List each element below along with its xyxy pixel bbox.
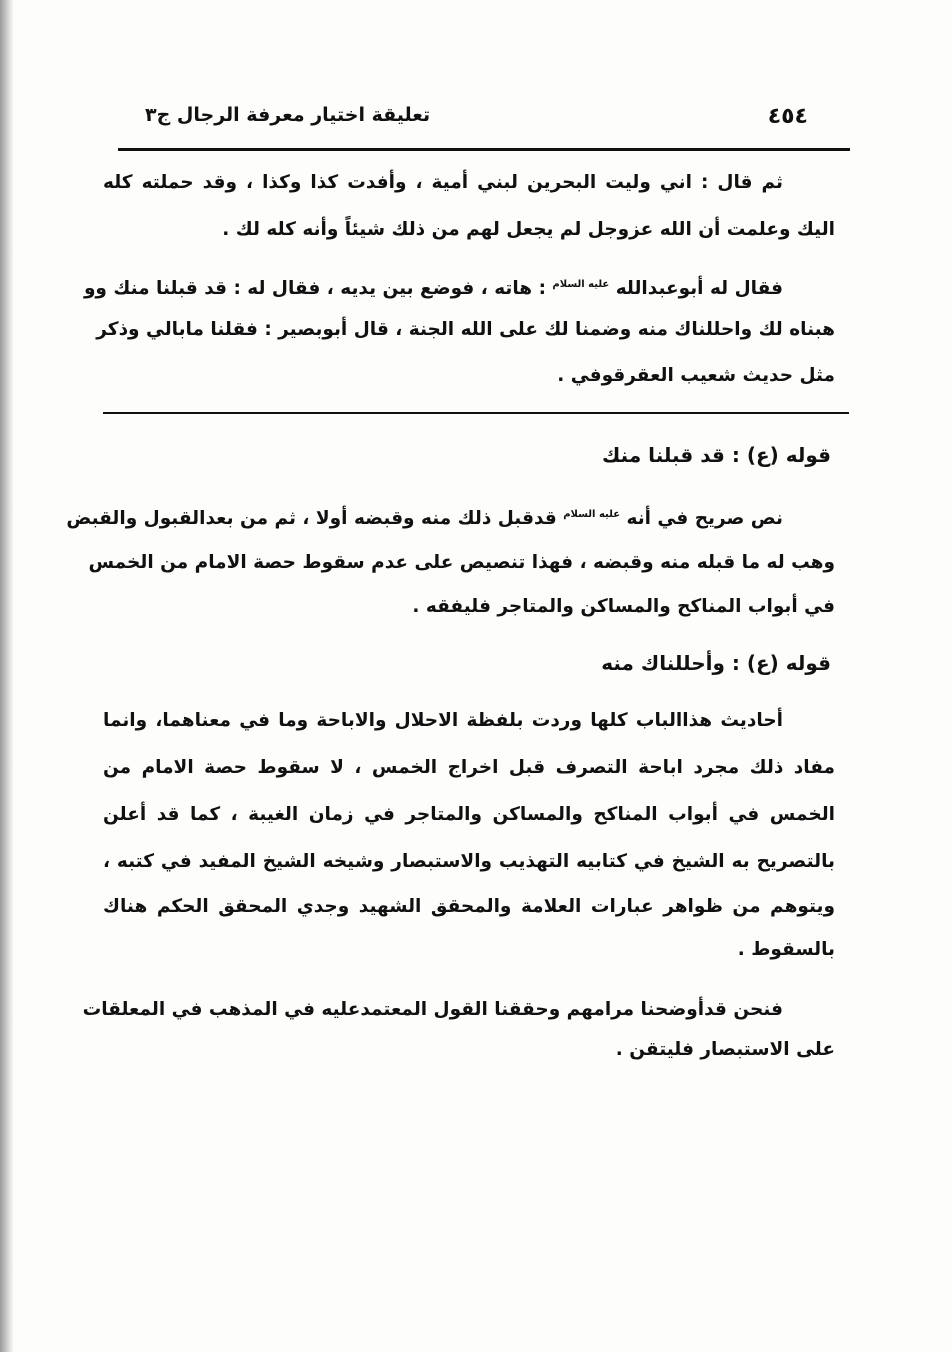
text: نص صريح في أنه: [626, 508, 783, 530]
commentary-line: بالتصريح به الشيخ في كتابيه التهذيب والاستبصار وشيخه الشيخ المفيد في كتبه ،: [103, 851, 835, 872]
section-rule: [103, 412, 849, 414]
quote-line: ثم قال : اني وليت البحرين لبني أمية ، وأفدت كذا وكذا ، وقد حملته كله: [103, 172, 783, 193]
running-title: تعليقة اختيار معرفة الرجال ج٣: [145, 104, 431, 126]
running-header: [120, 104, 848, 138]
commentary-line: [66, 502, 835, 532]
commentary-line: بالسقوط .: [737, 939, 835, 960]
commentary-line: في أبواب المناكح والمساكن والمتاجر فليفقه .: [412, 596, 835, 617]
commentary-line: أحاديث هذاالباب كلها وردت بلفظة الاحلال والاباحة وما في معناهما، وانما: [103, 710, 783, 731]
quote-line: [83, 272, 835, 302]
commentary-line: وهب له ما قبله منه وقبضه ، فهذا تنصيص على عدم سقوط حصة الامام من الخمس: [88, 552, 835, 573]
page-number: ٤٥٤: [767, 104, 808, 129]
commentary-line: ويتوهم من ظواهر عبارات العلامة والمحقق الشهيد وجدي المحقق الحكم هناك: [103, 896, 835, 917]
text: : هاته ، فوضع بين يديه ، فقال له : قد قبلنا منك وو: [83, 278, 546, 300]
commentary-line: على الاستبصار فليتقن .: [615, 1039, 835, 1060]
commentary-heading: قوله (ع) : قد قبلنا منك: [602, 443, 831, 467]
scan-edge-shadow: [0, 0, 14, 1352]
commentary-line: الخمس في أبواب المناكح والمساكن والمتاجر في زمان الغيبة ، كما قد أعلن: [103, 804, 835, 825]
text: قدقبل ذلك منه وقبضه أولا ، ثم من بعدالقبول والقبض: [66, 508, 557, 530]
commentary-line: فنحن قدأوضحنا مرامهم وحققنا القول المعتمدعليه في المذهب في المعلقات: [82, 999, 783, 1020]
honorific-mark: عليه السلام: [552, 279, 610, 290]
header-rule: [118, 148, 850, 151]
commentary-line: مفاد ذلك مجرد اباحة التصرف قبل اخراج الخمس ، لا سقوط حصة الامام من: [103, 757, 835, 778]
quote-line: هبناه لك واحللناك منه وضمنا لك على الله الجنة ، قال أبوبصير : فقلنا مابالي وذكر: [96, 319, 835, 340]
text: فقال له أبوعبدالله: [615, 278, 783, 300]
honorific-mark: عليه السلام: [563, 509, 621, 520]
quote-line: اليك وعلمت أن الله عزوجل لم يجعل لهم من ذلك شيئاً وأنه كله لك .: [222, 219, 835, 240]
commentary-heading: قوله (ع) : وأحللناك منه: [601, 651, 831, 675]
quote-line: مثل حديث شعيب العقرقوفي .: [557, 365, 835, 386]
